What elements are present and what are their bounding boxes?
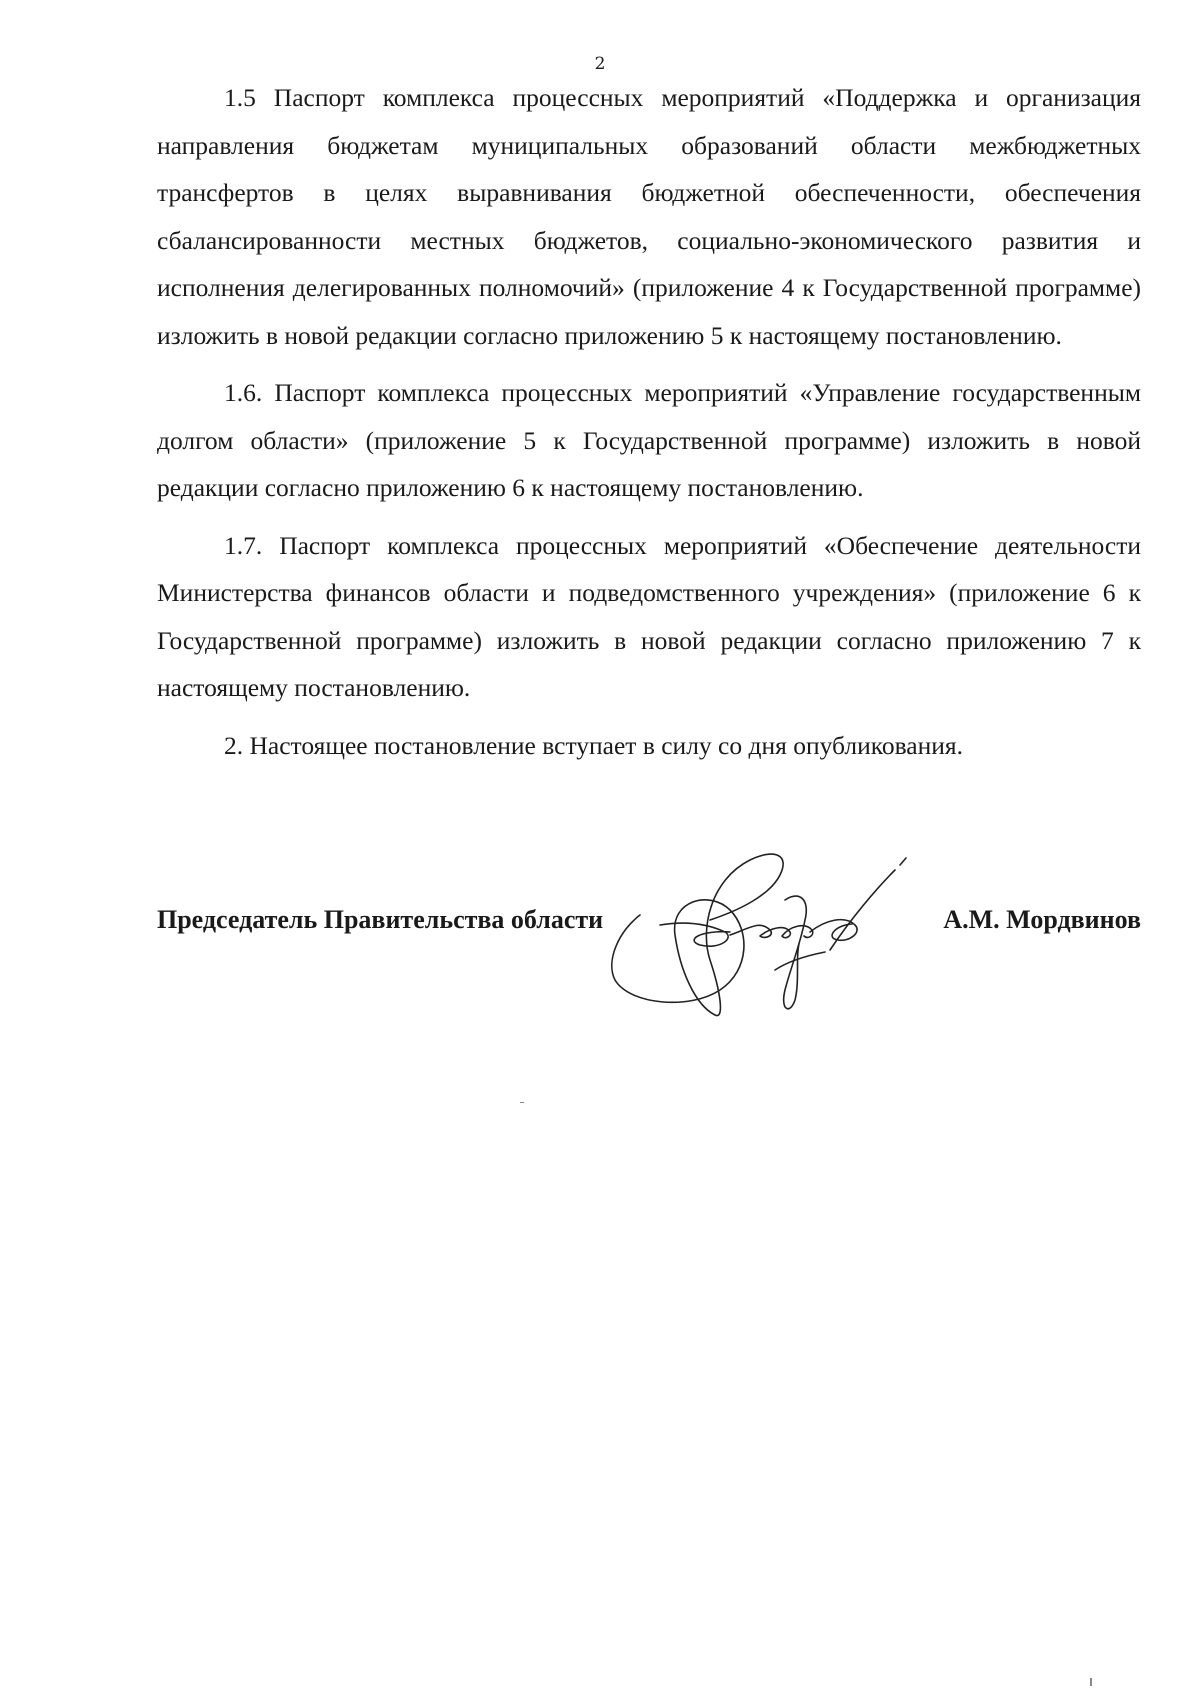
scan-speck (520, 1102, 524, 1103)
signer-position: Председатель Правительства области (157, 905, 604, 934)
paragraph-1-6: 1.6. Паспорт комплекса процессных мероприятий «Управление государственным долгом области» (приложение 5 к Государственной программе) изложить в новой редакции согласно приложению 6 к настоящему постановлению. (157, 378, 1141, 502)
document-body (157, 74, 1141, 779)
scan-speck (1090, 1678, 1092, 1686)
paragraph-2: 2. Настоящее постановление вступает в силу со дня опубликования. (224, 730, 964, 760)
signer-name: А.М. Мордвинов (943, 905, 1141, 934)
paragraph-1-5: 1.5 Паспорт комплекса процессных мероприятий «Поддержка и организация направления бюджетам муниципальных образований области межбюджетных трансфертов в целях выравнивания бюджетной обеспеченности, обеспечения сбалансированности местных бюджетов, социально-экономического развития и исполнения делегированных полномочий» (приложение 4 к Государственной программе) изложить в новой редакции согласно приложению 5 к настоящему постановлению. (157, 83, 1141, 350)
page-number: 2 (594, 54, 606, 74)
handwritten-signature-icon (600, 840, 960, 1040)
paragraph-1-7: 1.7. Паспорт комплекса процессных мероприятий «Обеспечение деятельности Министерства финансов области и подведомственного учреждения» (приложение 6 к Государственной программе) изложить в новой редакции согласно приложению 7 к настоящему постановлению. (157, 530, 1141, 702)
